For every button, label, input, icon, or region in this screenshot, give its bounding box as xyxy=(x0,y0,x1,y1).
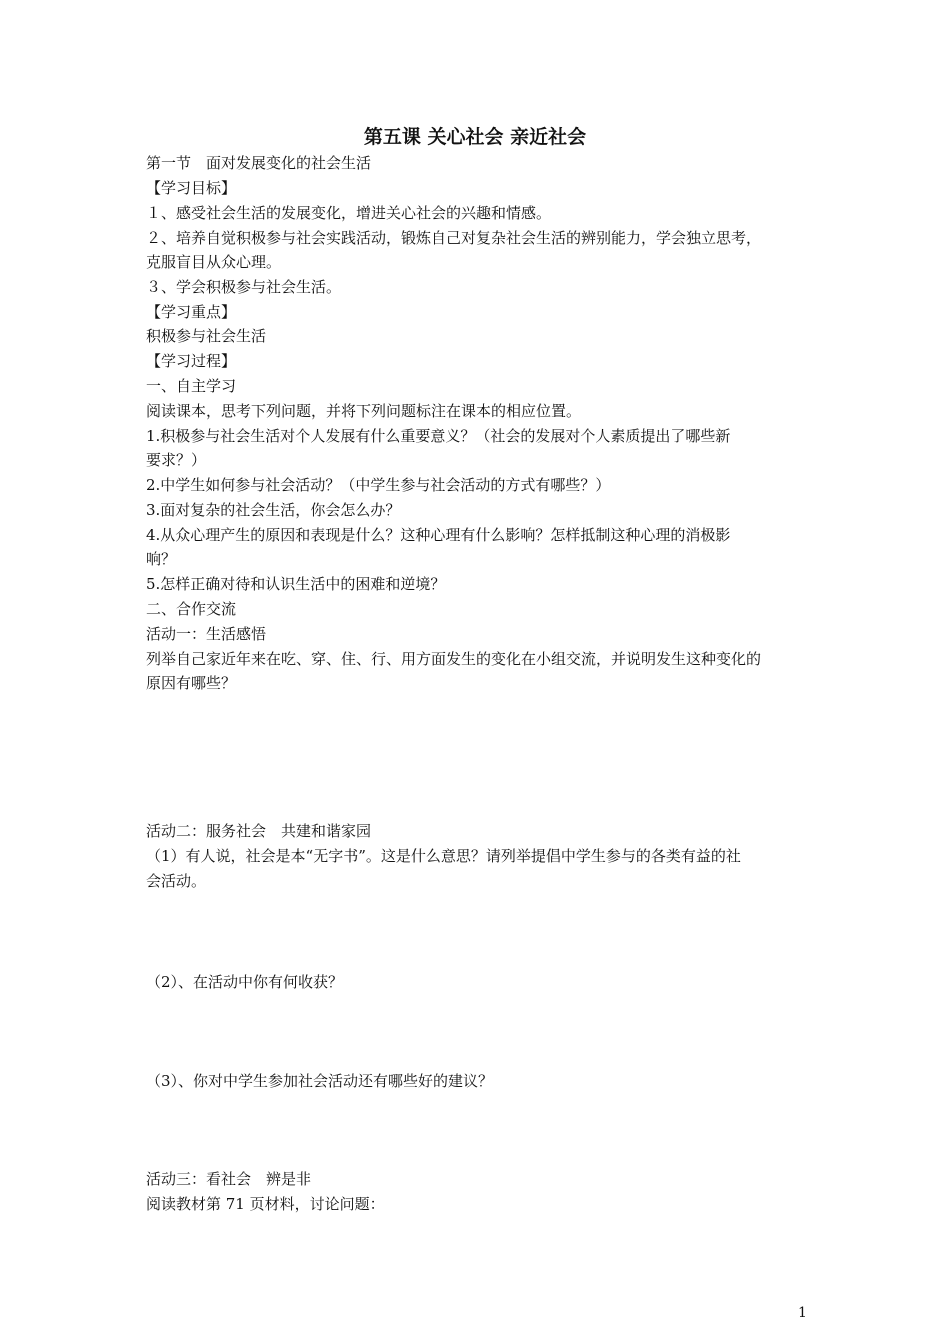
activity-2-question-1-cont: 会活动。 xyxy=(146,872,207,890)
question-4: 4.从众心理产生的原因和表现是什么？这种心理有什么影响？怎样抵制这种心理的消极影 xyxy=(146,526,731,544)
objective-3: ３、学会积极参与社会生活。 xyxy=(146,278,342,296)
activity-1-text-cont: 原因有哪些？ xyxy=(146,674,237,692)
question-5: 5.怎样正确对待和认识生活中的困难和逆境？ xyxy=(146,575,446,593)
part-2-heading: 二、合作交流 xyxy=(146,600,237,618)
key-point: 积极参与社会生活 xyxy=(146,327,267,345)
reading-instruction: 阅读课本，思考下列问题，并将下列问题标注在课本的相应位置。 xyxy=(146,402,582,420)
objective-1: １、感受社会生活的发展变化，增进关心社会的兴趣和情感。 xyxy=(146,204,552,222)
page-number: 1 xyxy=(798,1305,807,1321)
part-1-heading: 一、自主学习 xyxy=(146,377,237,395)
activity-2-question-3: （3）、你对中学生参加社会活动还有哪些好的建议？ xyxy=(146,1072,494,1090)
question-3: 3.面对复杂的社会生活，你会怎么办？ xyxy=(146,501,401,519)
activity-1-text: 列举自己家近年来在吃、穿、住、行、用方面发生的变化在小组交流，并说明发生这种变化的 xyxy=(146,650,762,668)
heading-key-points: 【学习重点】 xyxy=(146,303,237,321)
question-2: 2.中学生如何参与社会活动？（中学生参与社会活动的方式有哪些？） xyxy=(146,476,611,494)
activity-2-heading: 活动二：服务社会 共建和谐家园 xyxy=(146,822,372,840)
heading-process: 【学习过程】 xyxy=(146,352,237,370)
activity-2-question-1: （1）有人说，社会是本“无字书”。这是什么意思？请列举提倡中学生参与的各类有益的社 xyxy=(146,847,741,865)
lesson-title: 第五课 关心社会 亲近社会 xyxy=(363,126,587,148)
activity-3-instruction: 阅读教材第 71 页材料，讨论问题： xyxy=(146,1195,385,1213)
objective-2: ２、培养自觉积极参与社会实践活动，锻炼自己对复杂社会生活的辨别能力，学会独立思考， xyxy=(146,229,762,247)
objective-2-cont: 克服盲目从众心理。 xyxy=(146,253,282,271)
activity-2-question-2: （2）、在活动中你有何收获？ xyxy=(146,973,344,991)
question-4-cont: 响？ xyxy=(146,550,177,568)
activity-1-heading: 活动一：生活感悟 xyxy=(146,625,267,643)
question-1-cont: 要求？） xyxy=(146,451,207,469)
section-heading: 第一节 面对发展变化的社会生活 xyxy=(146,154,372,172)
activity-3-heading: 活动三：看社会 辨是非 xyxy=(146,1170,312,1188)
question-1: 1.积极参与社会生活对个人发展有什么重要意义？（社会的发展对个人素质提出了哪些新 xyxy=(146,427,731,445)
heading-objectives: 【学习目标】 xyxy=(146,179,237,197)
